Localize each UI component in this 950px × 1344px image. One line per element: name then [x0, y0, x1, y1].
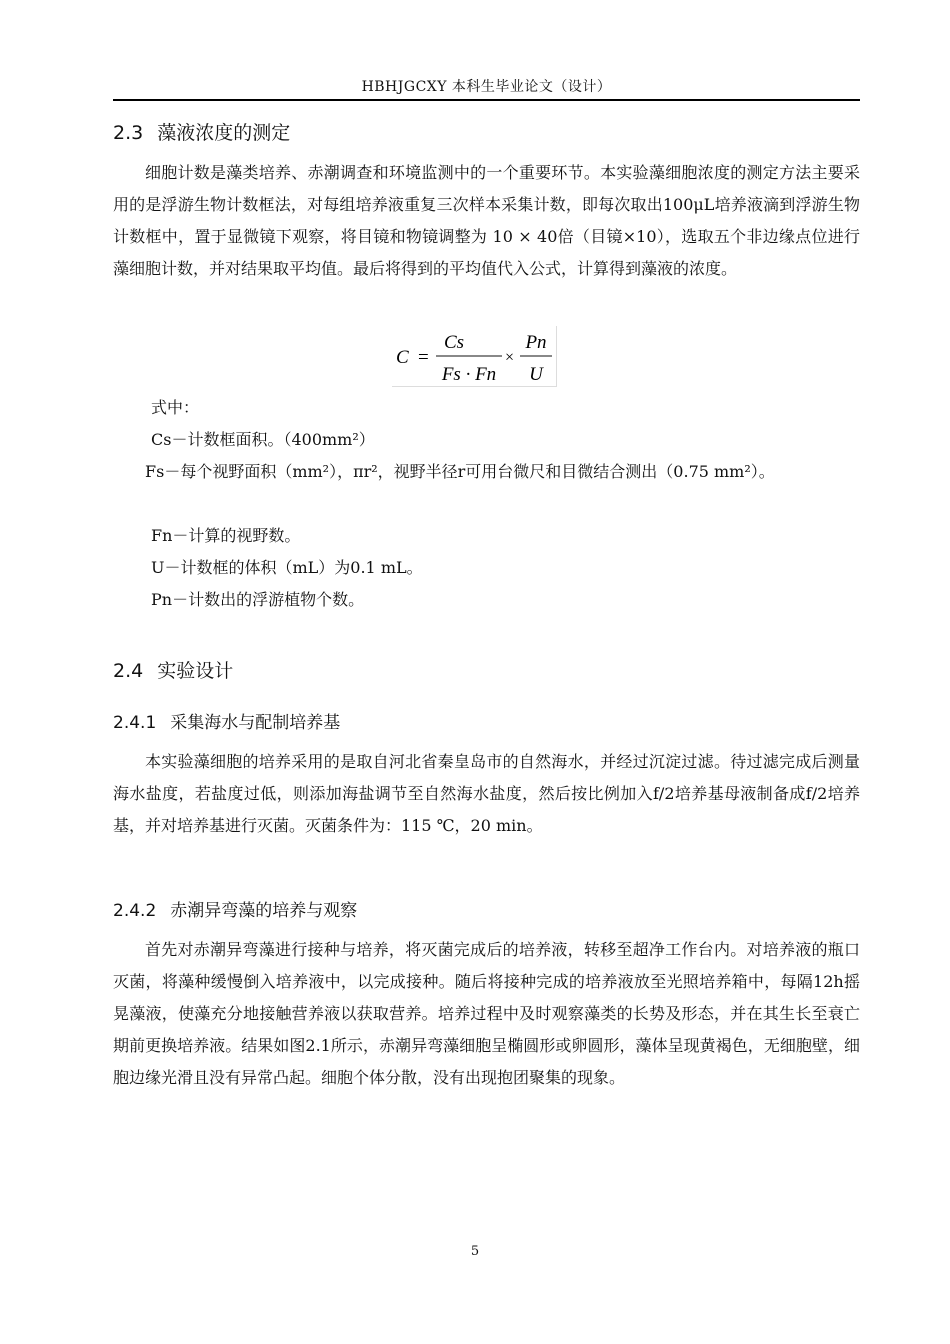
concentration-formula [392, 326, 557, 387]
formula-den2: U [529, 364, 543, 385]
section-2-4-1-paragraph: 本实验藻细胞的培养采用的是取自河北省秦皇岛市的自然海水，并经过沉淀过滤。待过滤完成后测量海水盐度，若盐度过低，则添加海盐调节至自然海水盐度，然后按比例加入f/2培养基母液制备成f/2培养基，并对培养基进行灭菌。灭菌条件为：115 ℃，20 min。 [113, 752, 860, 835]
section-2-3-paragraph: 细胞计数是藻类培养、赤潮调查和环境监测中的一个重要环节。本实验藻细胞浓度的测定方法主要采用的是浮游生物计数框法，对每组培养液重复三次样本采集计数，即每次取出100μL培养液滴到浮游生物计数框中，置于显微镜下观察，将目镜和物镜调整为 10 × 40倍（目镜×10），选取五个非边缘点位进行藻细胞计数，并对结果取平均值。最后将得到的平均值代入公式，计算得到藻液的浓度。 [113, 163, 860, 278]
formula-lhs: C [396, 347, 409, 368]
section-2-4-2-paragraph: 首先对赤潮异弯藻进行接种与培养，将灭菌完成后的培养液，转移至超净工作台内。对培养液的瓶口灭菌，将藻种缓慢倒入培养液中，以完成接种。随后将接种完成的培养液放至光照培养箱中，每隔12h摇晃藻液，使藻充分地接触营养液以获取营养。培养过程中及时观察藻类的长势及形态，并在其生长至衰亡期前更换培养液。结果如图2.1所示，赤潮异弯藻细胞呈椭圆形或卵圆形，藻体呈现黄褐色，无细胞壁，细胞边缘光滑且没有异常凸起。细胞个体分散，没有出现抱团聚集的现象。 [113, 940, 860, 1087]
section-number: 2.3 [113, 122, 144, 144]
def-fs: Fs－每个视野面积（mm²），πr²，视野半径r可用台微尺和目微结合测出（0.75 mm²）。 [145, 462, 775, 481]
page-header: HBHJGCXY 本科生毕业论文（设计） [361, 79, 612, 95]
where-label: 式中： [151, 398, 200, 417]
def-cs: Cs－计数框面积。（400mm²） [151, 430, 375, 449]
section-number: 2.4 [113, 660, 144, 682]
section-title: 赤潮异弯藻的培养与观察 [170, 901, 358, 921]
section-title: 采集海水与配制培养基 [170, 713, 341, 733]
def-u: U－计数框的体积（mL）为0.1 mL。 [151, 558, 423, 577]
page-number: 5 [470, 1244, 480, 1259]
section-title: 实验设计 [157, 660, 234, 682]
formula-den1: Fs · Fn [441, 364, 497, 385]
def-fn: Fn－计算的视野数。 [151, 526, 301, 545]
header-rule [113, 99, 860, 101]
section-2-3-heading [113, 118, 290, 145]
section-2-4-heading [113, 656, 233, 683]
section-2-4-2-heading [113, 896, 357, 921]
formula-num1: Cs [443, 332, 465, 353]
formula-num2: Pn [525, 332, 547, 353]
def-pn: Pn－计数出的浮游植物个数。 [151, 590, 365, 609]
section-title: 藻液浓度的测定 [157, 122, 291, 144]
formula-equals: = [418, 347, 429, 368]
formula-times: × [505, 349, 515, 366]
section-number: 2.4.1 [113, 713, 157, 733]
section-number: 2.4.2 [113, 901, 157, 921]
section-2-4-1-heading [113, 708, 340, 733]
